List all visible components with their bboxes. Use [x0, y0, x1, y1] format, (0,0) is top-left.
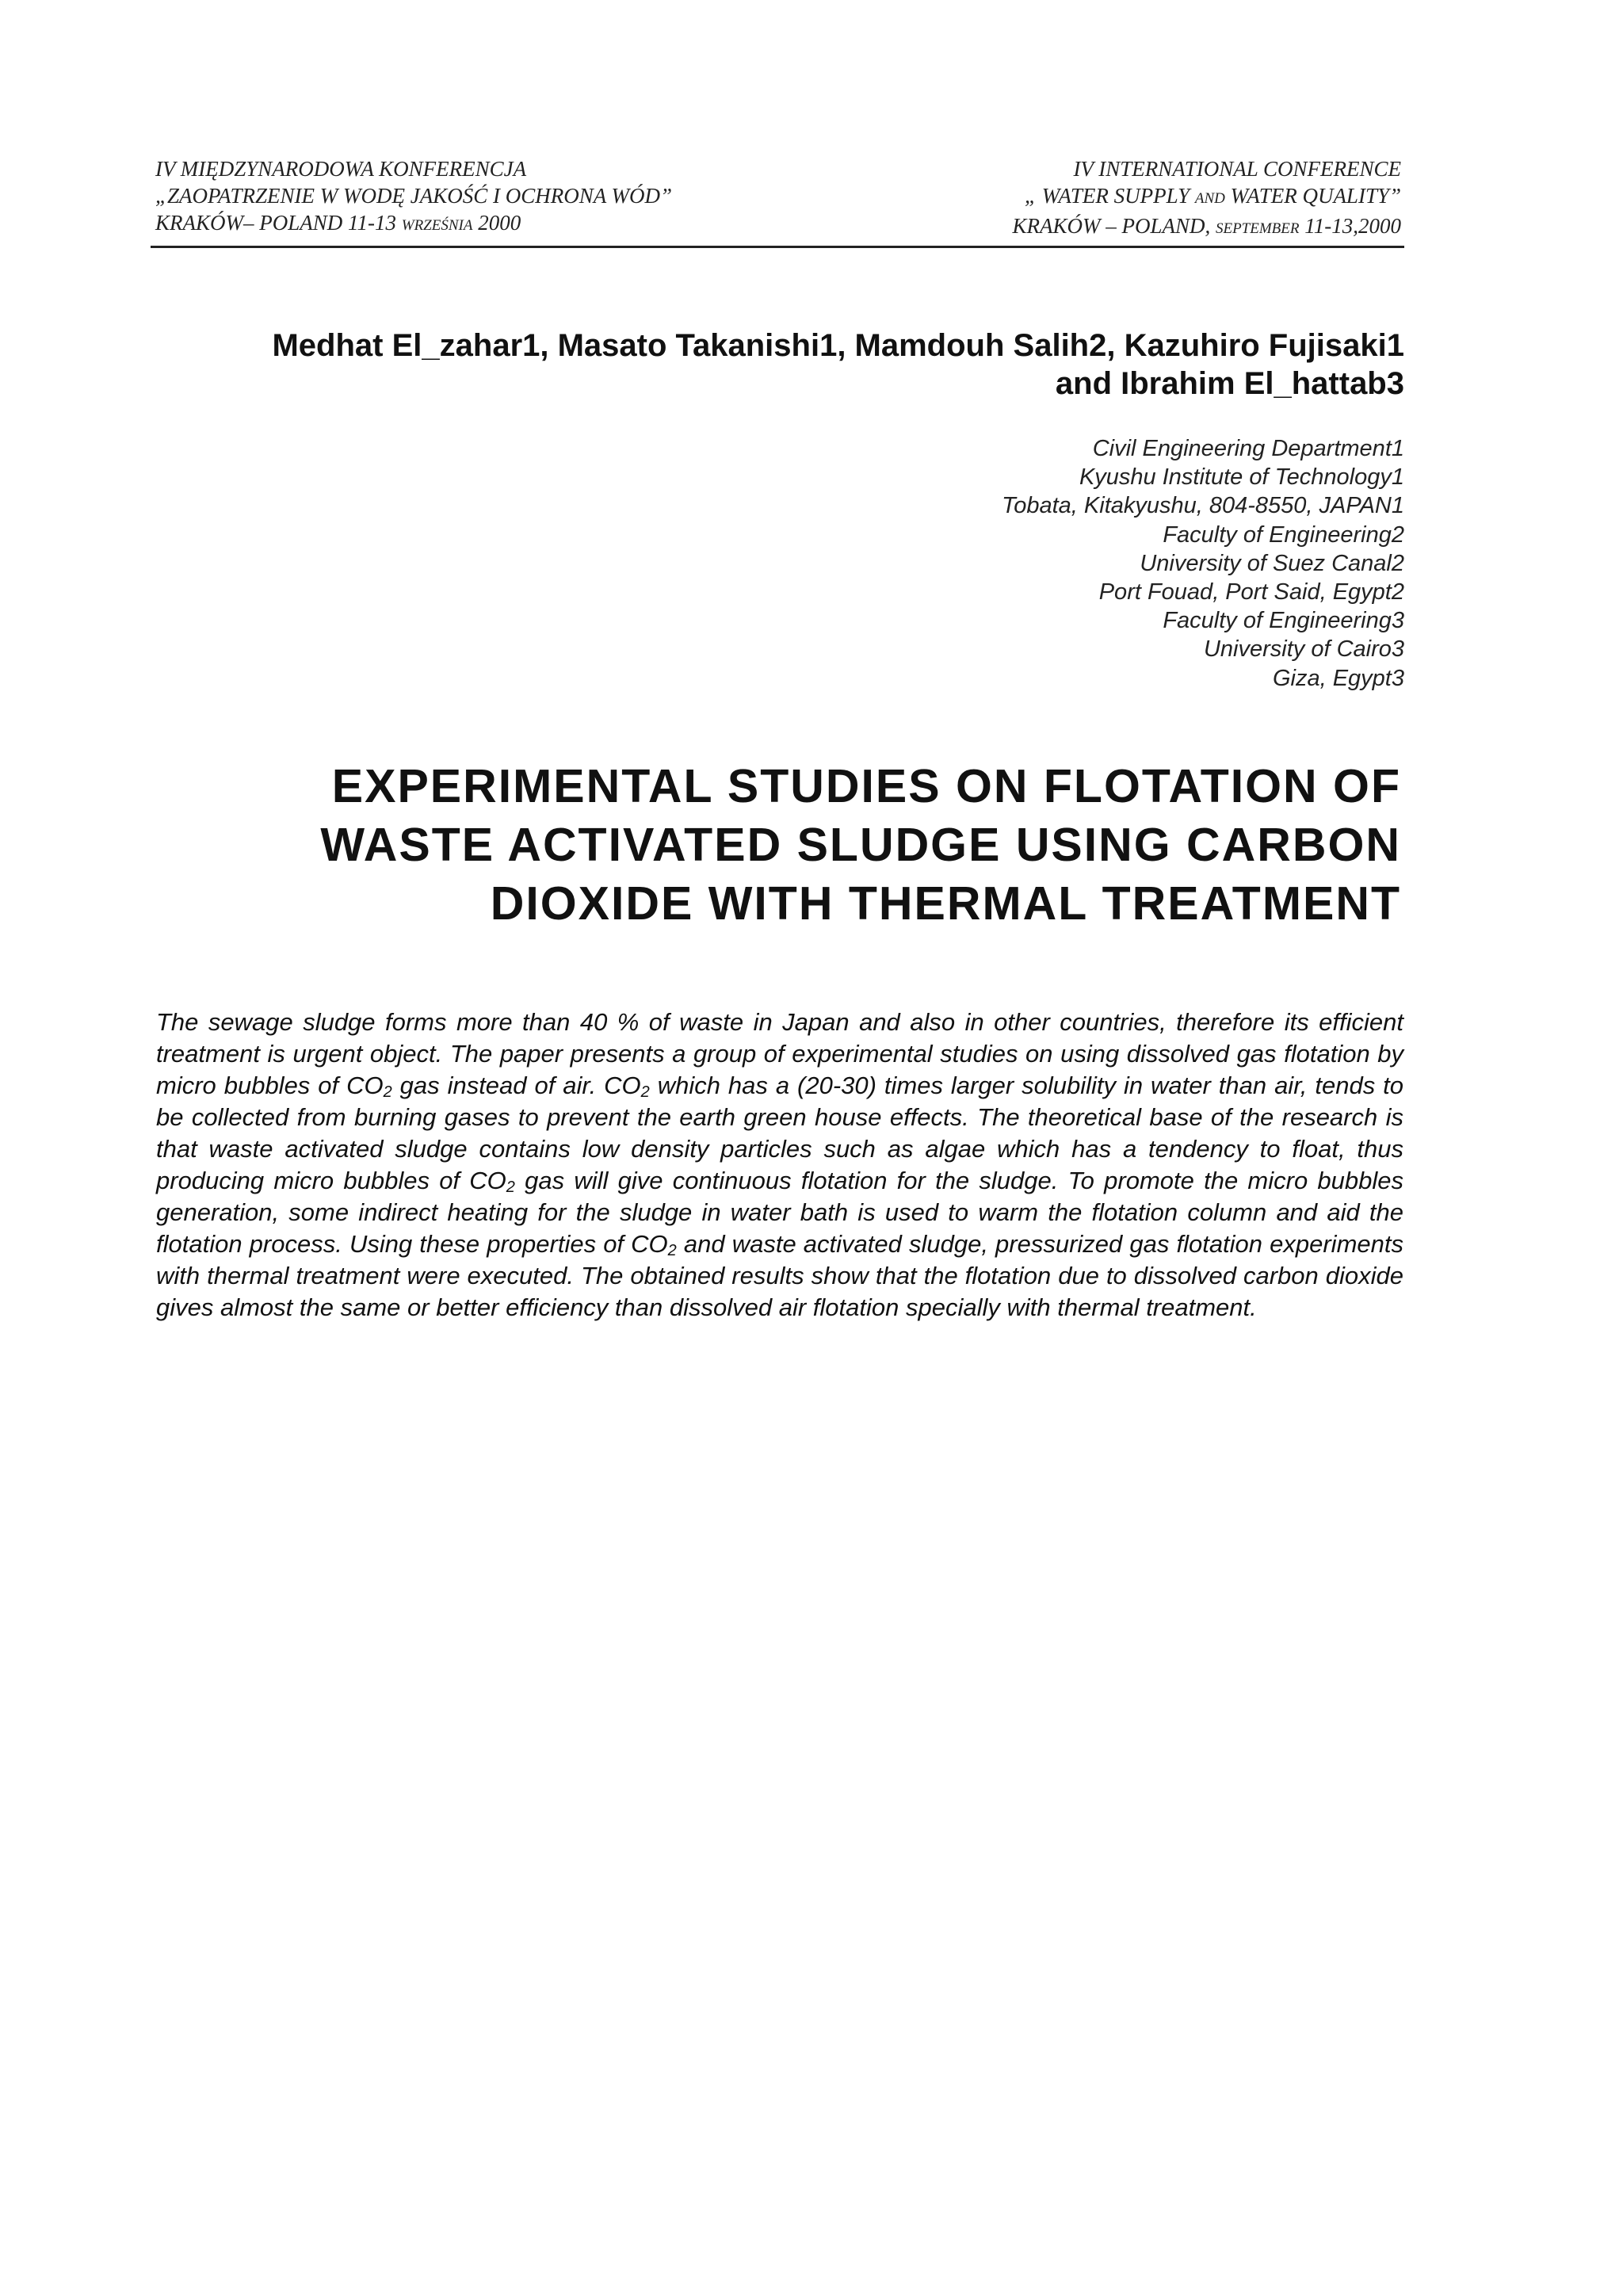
abstract-text: The sewage sludge forms more than 40 % of waste in Japan and also in other countries, therefore its efficient treatment is urgent object. The paper presents a group of experimental studies on using dissolved gas flotation by micro bubbles of	[156, 1008, 1403, 1099]
author-list	[272, 327, 1404, 403]
abstract-text: gas will give continuous flotation for the sludge. To promote the micro bubbles generation, some indirect heating for the sludge in water bath is used to warm the flotation column and aid the flotation process. Using these properties of	[156, 1167, 1403, 1258]
author-line-1: Medhat El_zahar1, Masato Takanishi1, Mamdouh Salih2, Kazuhiro Fujisaki1	[272, 328, 1404, 363]
header-english-month: SEPTEMBER	[1215, 220, 1300, 237]
co2-formula: $CO_2$	[631, 1230, 677, 1259]
header-polish	[155, 155, 672, 239]
affiliation-line: Kyushu Institute of Technology1	[1079, 464, 1404, 491]
title-line-1: EXPERIMENTAL STUDIES ON FLOTATION OF	[331, 760, 1401, 812]
header-english-line-2	[1012, 182, 1401, 212]
affiliation-line: Tobata, Kitakyushu, 804-8550, JAPAN1	[1002, 493, 1404, 519]
title-line-3: DIOXIDE WITH THERMAL TREATMENT	[490, 877, 1401, 930]
affiliation-line: University of Suez Canal2	[1140, 550, 1404, 576]
affiliation-line: Faculty of Engineering3	[1163, 608, 1404, 634]
header-english-dates: 11-13,2000	[1299, 214, 1401, 238]
author-line-2: and Ibrahim El_hattab3	[1055, 366, 1404, 401]
header-english-and: AND	[1194, 190, 1225, 207]
affiliation-line: Faculty of Engineering2	[1163, 521, 1404, 548]
affiliation-line: University of Cairo3	[1203, 636, 1404, 663]
co2-formula: $CO_2$	[469, 1167, 515, 1196]
co2-formula: $CO_2$	[346, 1072, 392, 1101]
header-english-line-1: IV INTERNATIONAL CONFERENCE	[1073, 157, 1401, 181]
paper-title	[320, 757, 1401, 933]
header-english-line-3	[1012, 212, 1401, 243]
affiliation-line: Giza, Egypt3	[1272, 665, 1404, 691]
header-polish-line-3	[155, 209, 672, 239]
affiliation-line: Port Fouad, Port Said, Egypt2	[1098, 579, 1404, 606]
co2-formula: $CO_2$	[604, 1072, 650, 1101]
header-polish-line-2: „ZAOPATRZENIE W WODĘ JAKOŚĆ I OCHRONA WÓD”	[155, 184, 673, 208]
running-header	[151, 155, 1404, 248]
abstract-text: gas instead of air.	[391, 1072, 605, 1099]
header-english-place: KRAKÓW – POLAND,	[1012, 214, 1216, 238]
header-polish-year: 2000	[472, 211, 521, 235]
header-english-topic-b: WATER QUALITY”	[1224, 184, 1401, 208]
header-polish-place: KRAKÓW– POLAND 11-13	[155, 211, 402, 235]
header-english-topic-a: „ WATER SUPPLY	[1025, 184, 1195, 208]
header-polish-line-1: IV MIĘDZYNARODOWA KONFERENCJA	[155, 157, 527, 181]
affiliations	[1002, 434, 1404, 693]
title-line-2: WASTE ACTIVATED SLUDGE USING CARBON	[320, 819, 1401, 871]
abstract	[156, 1007, 1403, 1324]
abstract-text: which has a (20-30) times larger solubility in water than air, tends to be collected from burning gases to prevent the earth green house effects. The theoretical base of the research is that waste activated sludge contains low density particles such as algae which has a tendency to float, thus producing micro bubbles of	[156, 1072, 1403, 1194]
header-polish-month: WRZEŚNIA	[401, 217, 473, 234]
affiliation-line: Civil Engineering Department1	[1092, 436, 1404, 461]
header-english	[1012, 155, 1401, 243]
abstract-text: and waste activated sludge, pressurized gas flotation experiments with thermal treatment were executed. The obtained results show that the flotation due to dissolved carbon dioxide gives almost the same or better efficiency than dissolved air flotation specially with thermal treatment.	[156, 1230, 1403, 1321]
